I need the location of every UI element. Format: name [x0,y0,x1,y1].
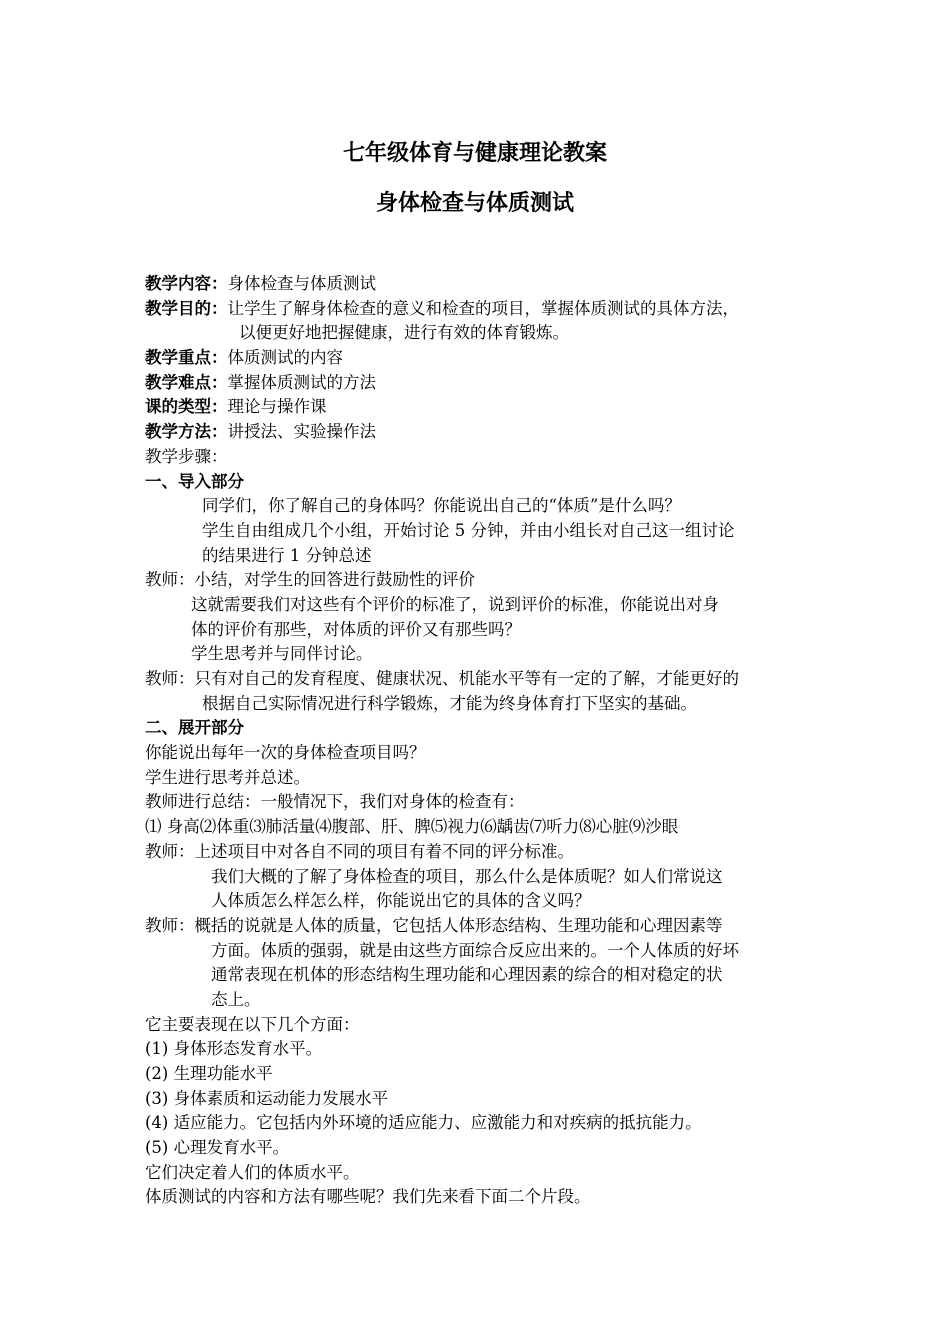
document-body [145,272,825,1210]
paragraph-line: 教师：概括的说就是人体的质量，它包括人体形态结构、生理功能和心理因素等 [145,915,723,935]
meta-focus [145,346,825,371]
meta-label: 教学方法： [145,422,228,442]
list-item: (1) 身体形态发育水平。 [145,1039,323,1059]
paragraph-line: 通常表现在机体的形态结构生理功能和心理因素的综合的相对稳定的状 [211,965,723,985]
meta-label: 教学难点： [145,372,228,392]
section-heading: 二、展开部分 [145,718,244,738]
paragraph-line: 教师：上述项目中对各自不同的项目有着不同的评分标准。 [145,841,574,861]
section-heading: 一、导入部分 [145,471,244,491]
paragraph-line: 我们大概的了解了身体检查的项目，那么什么是体质呢？如人们常说这 [211,866,723,886]
paragraph-line: 这就需要我们对这些有个评价的标准了，说到评价的标准，你能说出对身 [191,594,719,614]
paragraph-line: 它主要表现在以下几个方面： [145,1014,360,1034]
document-title: 七年级体育与健康理论教案 [342,141,607,166]
paragraph-line: 的结果进行 1 分钟总述 [202,545,372,565]
meta-value: 讲授法、实验操作法 [227,422,376,442]
meta-goal-continued: 以便更好地把握健康，进行有效的体育锻炼。 [239,323,569,343]
meta-value: 身体检查与体质测试 [227,274,376,293]
meta-goal [145,297,825,322]
meta-label: 教学重点： [145,348,228,368]
meta-label: 教学内容： [145,274,228,293]
meta-value: 让学生了解身体检查的意义和检查的项目，掌握体质测试的具体方法， [227,298,739,318]
paragraph-line: 它们决定着人们的体质水平。 [145,1162,360,1182]
meta-label: 课的类型： [145,397,228,417]
paragraph-line: 人体质怎么样怎么样，你能说出它的具体的含义吗？ [211,891,591,911]
paragraph-line: 学生思考并与同伴讨论。 [191,644,373,664]
list-item: (3) 身体素质和运动能力发展水平 [145,1088,389,1108]
paragraph-line: 根据自己实际情况进行科学锻炼，才能为终身体育打下坚实的基础。 [202,693,697,713]
paragraph-line: 学生自由组成几个小组，开始讨论 5 分钟，并由小组长对自己这一组讨论 [202,520,735,540]
list-item: (4) 适应能力。它包括内外环境的适应能力、应激能力和对疾病的抵抗能力。 [145,1113,702,1133]
paragraph-line: 教师：小结，对学生的回答进行鼓励性的评价 [145,570,475,590]
meta-method [145,420,825,445]
document-subtitle: 身体检查与体质测试 [375,191,574,216]
paragraph-line: ⑴ 身高⑵体重⑶肺活量⑷腹部、肝、脾⑸视力⑹龋齿⑺听力⑻心脏⑼沙眼 [145,817,679,837]
paragraph-line: 你能说出每年一次的身体检查项目吗？ [145,743,426,763]
meta-type [145,395,825,420]
meta-label: 教学目的： [145,298,228,318]
list-item: (2) 生理功能水平 [145,1064,273,1083]
meta-content [145,272,825,297]
meta-value: 掌握体质测试的方法 [227,372,376,392]
meta-difficulty [145,371,825,396]
paragraph-line: 教师：只有对自己的发育程度、健康状况、机能水平等有一定的了解，才能更好的 [145,669,739,688]
paragraph-line: 学生进行思考并总述。 [145,767,310,787]
paragraph-line: 体质测试的内容和方法有哪些呢？我们先来看下面二个片段。 [145,1187,591,1207]
paragraph-line: 体的评价有那些，对体质的评价又有那些吗？ [191,619,521,639]
paragraph-line: 同学们，你了解自己的身体吗？你能说出自己的“体质”是什么吗？ [202,496,681,516]
paragraph-line: 教师进行总结：一般情况下，我们对身体的检查有： [145,792,525,812]
list-item: (5) 心理发育水平。 [145,1138,290,1158]
paragraph-line: 态上。 [211,989,261,1009]
meta-value: 体质测试的内容 [227,348,343,368]
meta-steps-label: 教学步骤： [145,446,228,466]
meta-value: 理论与操作课 [227,397,327,417]
paragraph-line: 方面。体质的强弱，就是由这些方面综合反应出来的。一个人体质的好坏 [211,940,739,960]
